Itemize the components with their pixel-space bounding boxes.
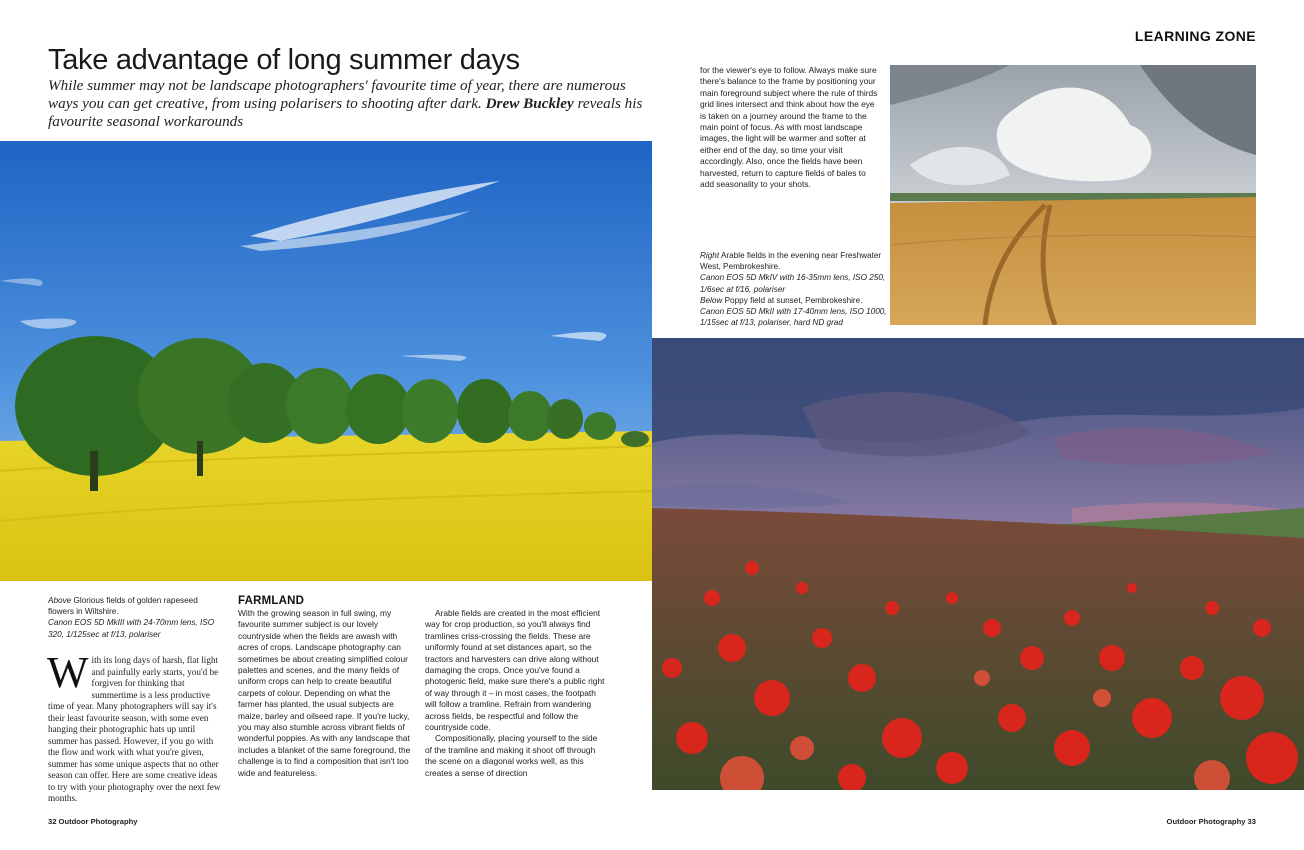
standfirst-text: While summer may not be landscape photographers' favourite time of year, there are numerous ways you can get creative, from using polarisers to shooting after dark. (48, 77, 626, 112)
caption-below-meta: Canon EOS 5D MkII with 17-40mm lens, ISO 1000, 1/15sec at f/13, polariser, hard ND grad (700, 307, 887, 328)
caption-right-below (700, 250, 890, 328)
caption-below-text: Poppy field at sunset, Pembrokeshire. (724, 295, 863, 305)
farmland-heading: FARMLAND (238, 595, 305, 607)
standfirst (48, 77, 648, 131)
standfirst-tail: reveals his favourite seasonal workarounds (48, 95, 643, 130)
drop-cap: W (47, 648, 89, 697)
section-label: LEARNING ZONE (1134, 28, 1256, 44)
caption-right-meta: Canon EOS 5D MkIV with 16-35mm lens, ISO 250, 1/6sec at f/16, polariser (700, 273, 886, 294)
farmland-paragraph-3: Compositionally, placing yourself to the side of the tramline and making it shoot off through the scene on a diagonal works well, as this creates a sense of direction (425, 733, 598, 778)
caption-above-text: Glorious fields of golden rapeseed flowers in Wiltshire. (48, 596, 198, 617)
author-name: Drew Buckley (485, 95, 574, 112)
caption-above-meta: Canon EOS 5D MkIII with 24-70mm lens, ISO 320, 1/125sec at f/13, polariser (48, 618, 215, 639)
farmland-paragraph-4: for the viewer's eye to follow. Always make sure there's balance to the frame by positioning your main foreground subject where the rule of thirds grid lines intersect and think about how the eye is taken on a journey around the frame to the main point of focus. As with most landscape images, the light will be warmer and softer at either end of the day, so time your visit accordingly. Also, once the fields have been harvested, return to capture fields of bales to add seasonality to your shots. (700, 65, 878, 190)
photo-rapeseed-field (0, 141, 652, 581)
intro-text: ith its long days of harsh, flat light and painfully early starts, you'd be forgiven for thinking that summertime is a less productive time of year. Many photographers will say it's their least favourite season, with some even hanging their photographic hats up until summer has passed. However, if you go with the flow and work with what you're given, summer has some unique aspects that no other season can offer. Here are some creative ideas to try with your photography over the next few months. (48, 655, 221, 803)
photo-arable-field (890, 65, 1256, 325)
caption-right-text: Arable fields in the evening near Freshwater West, Pembrokeshire. (700, 251, 882, 272)
body-column-3 (425, 608, 605, 779)
caption-above-label: Above (48, 596, 72, 605)
body-column-4 (700, 65, 880, 190)
photo-poppy-field (652, 338, 1304, 790)
farmland-paragraph-1: With the growing season in full swing, my favourite summer subject is our lovely countryside when the fields are awash with acres of crops. Landscape photography can sometimes be about creating simplified colour palettes and scenes, and the many fields of uniform crops can help to create beautiful carpets of colour. Depending on what the farmer has planted, the usual subjects are maize, barley and oilseed rape. If you're lucky, you may also stumble across vibrant fields of wonderful poppies. As with any landscape that includes a blanket of the same foreground, the challenge is to find a composition that isn't too wide and featureless. (238, 608, 411, 778)
caption-above (48, 595, 218, 640)
caption-below-label: Below (700, 295, 723, 305)
article-headline: Take advantage of long summer days (48, 44, 520, 76)
caption-right-label: Right (700, 251, 720, 260)
body-column-2 (238, 608, 412, 779)
farmland-paragraph-2: Arable fields are created in the most efficient way for crop production, so you'll always find tramlines criss-crossing the fields. These are uniformly found at set distances apart, so the tractors and harvesters can drive along without damaging the crops. Once you've found a photogenic field, make sure there's a public right of way through it – in most cases, the footpath will follow a tramline. Refrain from wandering across fields, be respectful and follow the countryside code. (425, 608, 605, 733)
folio-right: Outdoor Photography 33 (1166, 817, 1256, 826)
intro-column (47, 648, 226, 805)
folio-left: 32 Outdoor Photography (48, 817, 138, 826)
